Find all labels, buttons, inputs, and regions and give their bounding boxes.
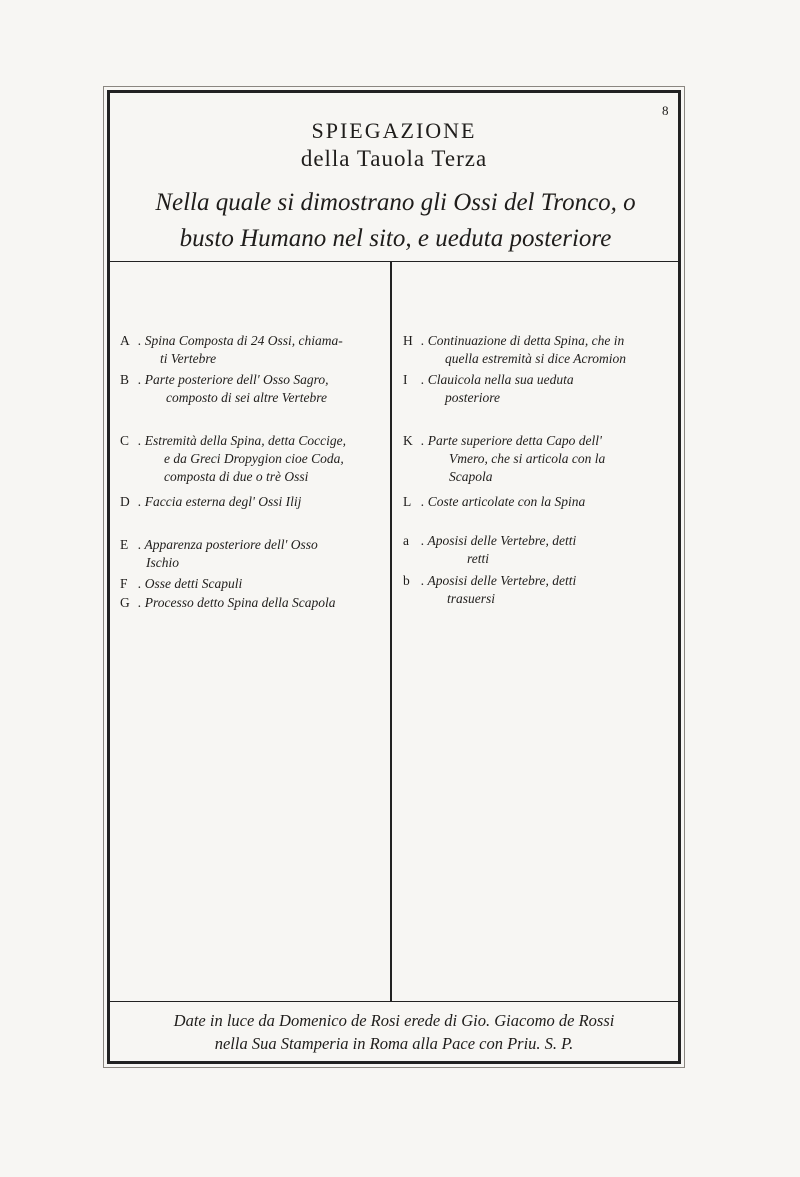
legend-text-continued: ti Vertebre — [160, 351, 217, 366]
legend-text: Clauicola nella sua ueduta — [427, 372, 574, 387]
page-subtitle: della Tauola Terza — [300, 146, 488, 171]
legend-letter: B — [120, 372, 130, 387]
legend-entry-f: F . Osse detti Scapuli — [120, 576, 243, 591]
legend-text: Spina Composta di 24 Ossi, chiama- — [144, 333, 343, 348]
legend-entry-b: B . Parte posteriore dell' Osso Sagro, composto di sei altre Vertebre — [120, 372, 329, 405]
column-divider — [390, 262, 392, 1002]
legend-text: Aposisi delle Vertebre, detti — [427, 573, 577, 588]
legend-entry-d: D . Faccia esterna degl' Ossi Ilij — [120, 494, 302, 509]
legend-text-continued: Ischio — [146, 555, 179, 570]
legend-entry-lower-b: b . Aposisi delle Vertebre, detti trasuersi — [403, 573, 577, 606]
legend-entry-i: I . Clauicola nella sua ueduta posteriore — [403, 372, 574, 405]
legend-entry-c: C . Estremità della Spina, detta Coccige, e da Greci Dropygion cioe Coda, composta di due o trè Ossi — [120, 433, 346, 484]
legend-entry-g: G . Processo detto Spina della Scapola — [120, 595, 336, 610]
legend-text-continued: e da Greci Dropygion cioe Coda, — [164, 451, 344, 466]
legend-entry-h: H . Continuazione di detta Spina, che in quella estremità si dice Acromion — [403, 333, 626, 366]
legend-entry-e: E . Apparenza posteriore dell' Osso Ischio — [120, 537, 318, 570]
legend-entry-k: K . Parte superiore detta Capo dell' Vmero, che si articola con la Scapola — [403, 433, 606, 484]
page-title: SPIEGAZIONE — [311, 118, 477, 143]
legend-letter: I — [403, 372, 408, 387]
legend-text-continued: retti — [467, 551, 489, 566]
imprint-line-1: Date in luce da Domenico de Rosi erede di Gio. Giacomo de Rossi — [173, 1011, 615, 1030]
plate-description — [128, 185, 663, 257]
legend-letter: A — [120, 333, 130, 348]
legend-text: Coste articolate con la Spina — [427, 494, 586, 509]
legend-letter: D — [120, 494, 130, 509]
legend-text: Faccia esterna degl' Ossi Ilij — [144, 494, 302, 509]
legend-letter: F — [120, 576, 128, 591]
footer-divider — [110, 1001, 678, 1002]
legend-text: Estremità della Spina, detta Coccige, — [144, 433, 346, 448]
legend-entry-l: L . Coste articolate con la Spina — [403, 494, 586, 509]
legend-text-continued: Scapola — [449, 469, 493, 484]
legend-letter: L — [403, 494, 412, 509]
legend-text-continued: quella estremità si dice Acromion — [445, 351, 626, 366]
description-line-1: Nella quale si dimostrano gli Ossi del Tronco, o — [155, 189, 636, 216]
legend-letter: b — [403, 573, 410, 588]
legend-letter: G — [120, 595, 130, 610]
legend-entry-lower-a: a . Aposisi delle Vertebre, detti retti — [403, 533, 577, 566]
legend-letter: K — [403, 433, 413, 448]
imprint-line-2: nella Sua Stamperia in Roma alla Pace con Priu. S. P. — [214, 1034, 574, 1053]
legend-text-continued: posteriore — [445, 390, 500, 405]
legend-letter: H — [403, 333, 413, 348]
header-divider — [110, 261, 678, 262]
legend-text: Osse detti Scapuli — [144, 576, 243, 591]
legend-text-continued: composto di sei altre Vertebre — [166, 390, 327, 405]
legend-text: Parte superiore detta Capo dell' — [427, 433, 602, 448]
legend-text: Apparenza posteriore dell' Osso — [144, 537, 318, 552]
header — [110, 93, 678, 261]
legend-text: Aposisi delle Vertebre, detti — [427, 533, 577, 548]
legend-text-continued: trasuersi — [447, 591, 496, 606]
legend-text: Processo detto Spina della Scapola — [144, 595, 336, 610]
legend-letter: C — [120, 433, 130, 448]
imprint — [110, 1004, 678, 1060]
legend-text: Parte posteriore dell' Osso Sagro, — [144, 372, 329, 387]
page-number: 8 — [662, 103, 669, 118]
legend-text: Continuazione di detta Spina, che in — [427, 333, 625, 348]
legend-letter: E — [120, 537, 129, 552]
legend-text-continued: Vmero, che si articola con la — [449, 451, 606, 466]
description-line-2: busto Humano nel sito, e ueduta posteriore — [179, 225, 612, 252]
legend-entry-a: A . Spina Composta di 24 Ossi, chiama- ti Vertebre — [120, 333, 343, 366]
legend-letter: a — [403, 533, 409, 548]
legend-text-continued: composta di due o trè Ossi — [164, 469, 309, 484]
